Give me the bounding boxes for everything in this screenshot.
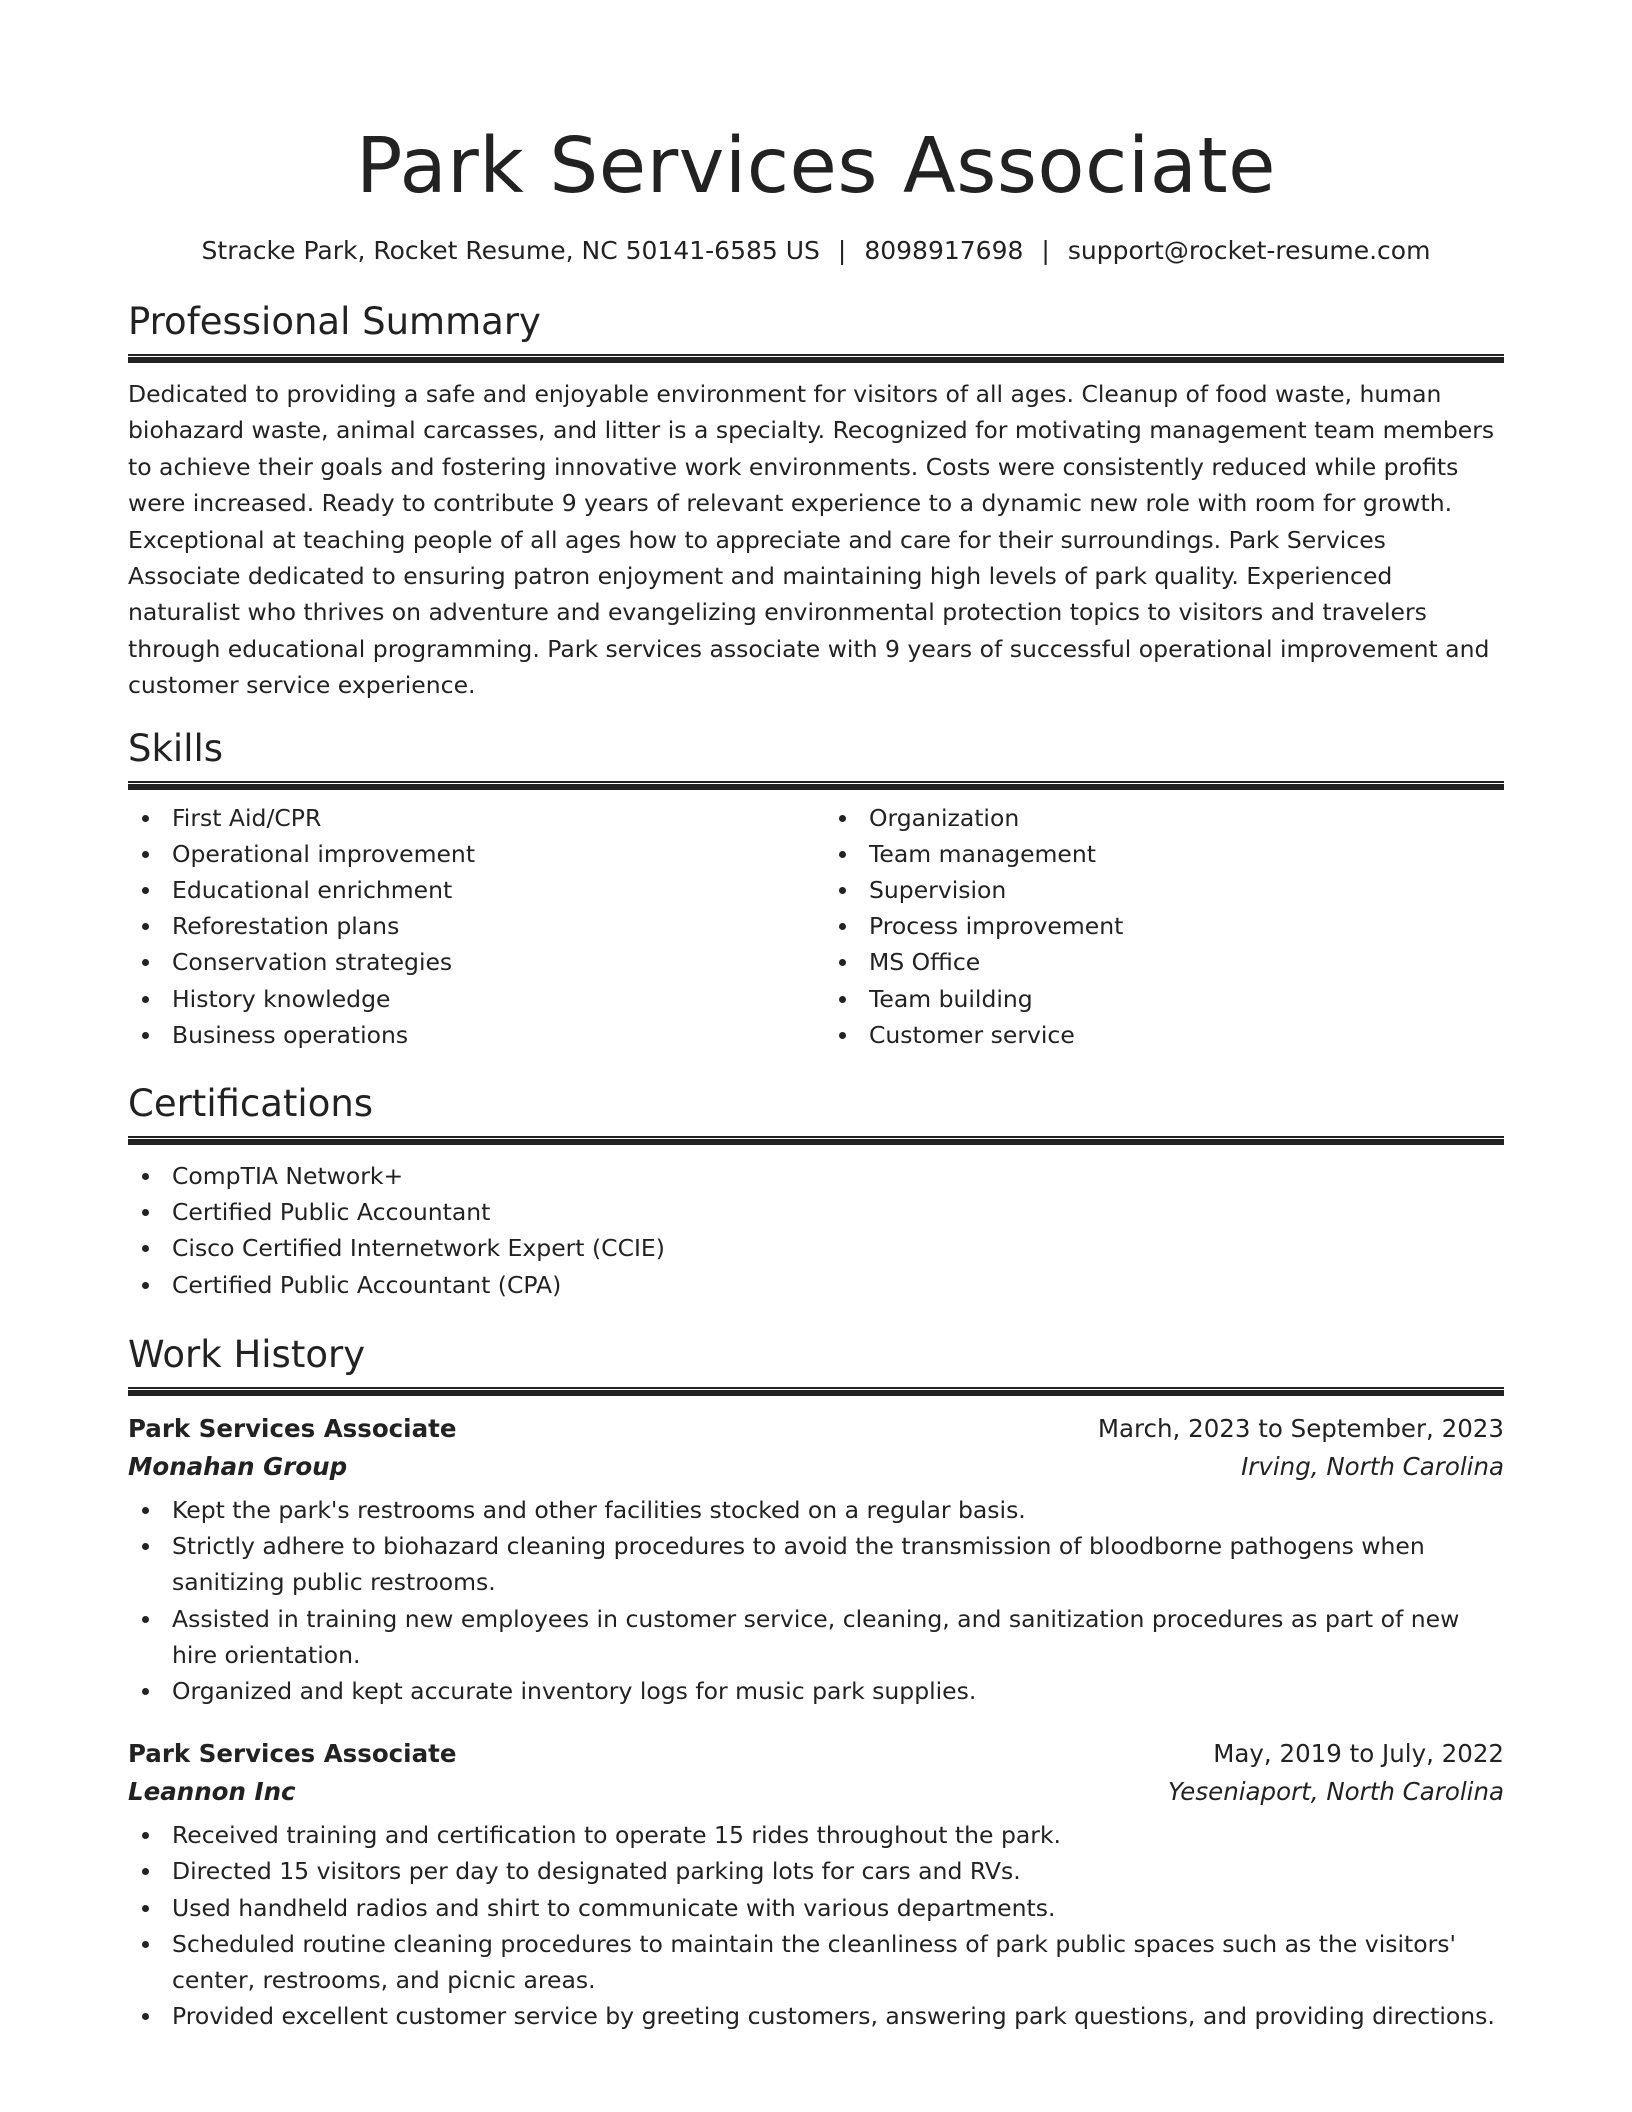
summary-title: Professional Summary — [128, 300, 541, 343]
job-dates: May, 2019 to July, 2022 — [1213, 1739, 1504, 1769]
skill-item: Team building — [825, 981, 1504, 1017]
job-bullet: Provided excellent customer service by greeting customers, answering park questions, and providing directions. — [128, 1998, 1504, 2034]
skill-item: Organization — [825, 800, 1504, 836]
job-bullet-list — [128, 1492, 1504, 1709]
contact-email[interactable]: support@rocket-resume.com — [1067, 236, 1431, 265]
job-bullet: Strictly adhere to biohazard cleaning procedures to avoid the transmission of bloodborne pathogens when sanitizing public restrooms. — [128, 1528, 1504, 1600]
skill-item: History knowledge — [128, 981, 816, 1017]
skill-item: Business operations — [128, 1017, 816, 1053]
work-history-section — [128, 1332, 1504, 2034]
certifications-list — [128, 1158, 1504, 1303]
skill-item: Team management — [825, 836, 1504, 872]
skill-item: Conservation strategies — [128, 944, 816, 980]
skill-item: Process improvement — [825, 908, 1504, 944]
certification-item: Certified Public Accountant (CPA) — [128, 1267, 1504, 1303]
contact-line — [128, 236, 1504, 265]
job-entry — [128, 1739, 1504, 2034]
job-bullet: Used handheld radios and shirt to communicate with various departments. — [128, 1890, 1504, 1926]
job-bullet: Organized and kept accurate inventory logs for music park supplies. — [128, 1673, 1504, 1709]
skills-left-list — [128, 800, 816, 1053]
job-dates: March, 2023 to September, 2023 — [1097, 1413, 1504, 1443]
skill-item: Operational improvement — [128, 836, 816, 872]
job-company: Monahan Group — [128, 1451, 348, 1481]
skills-grid — [128, 800, 1504, 1053]
job-bullet: Assisted in training new employees in customer service, cleaning, and sanitization procedures as part of new hire orientation. — [128, 1601, 1504, 1673]
section-divider — [128, 354, 1504, 363]
job-title: Park Services Associate — [128, 1739, 457, 1769]
job-subheader — [128, 1452, 1504, 1481]
certification-item: Cisco Certified Internetwork Expert (CCIE) — [128, 1230, 1504, 1266]
job-bullet: Directed 15 visitors per day to designated parking lots for cars and RVs. — [128, 1853, 1504, 1889]
contact-separator: | — [837, 236, 847, 265]
contact-address: Stracke Park, Rocket Resume, NC 50141-6585 US — [201, 236, 820, 265]
certification-item: Certified Public Accountant — [128, 1194, 1504, 1230]
certifications-section — [128, 1082, 1504, 1303]
section-divider — [128, 1136, 1504, 1145]
resume-name: Park Services Associate — [355, 122, 1277, 211]
section-divider — [128, 781, 1504, 790]
job-entry — [128, 1414, 1504, 1709]
job-header — [128, 1414, 1504, 1443]
summary-section — [128, 300, 1504, 704]
skill-item: MS Office — [825, 944, 1504, 980]
certifications-title: Certifications — [128, 1082, 374, 1126]
job-title: Park Services Associate — [128, 1413, 457, 1443]
skill-item: Reforestation plans — [128, 908, 816, 944]
skill-item: Customer service — [825, 1017, 1504, 1053]
skill-item: Supervision — [825, 872, 1504, 908]
skills-right-list — [816, 800, 1504, 1053]
job-bullet-list — [128, 1817, 1504, 2034]
skill-item: Educational enrichment — [128, 872, 816, 908]
job-bullet: Kept the park's restrooms and other facilities stocked on a regular basis. — [128, 1492, 1504, 1528]
job-bullet: Received training and certification to operate 15 rides throughout the park. — [128, 1817, 1504, 1853]
skill-item: First Aid/CPR — [128, 800, 816, 836]
skills-section — [128, 726, 1504, 1053]
skills-title: Skills — [128, 726, 224, 770]
section-divider — [128, 1387, 1504, 1396]
work-history-title: Work History — [128, 1332, 366, 1376]
contact-phone: 8098917698 — [864, 236, 1024, 265]
job-location: Irving, North Carolina — [1241, 1451, 1504, 1481]
contact-separator: | — [1041, 236, 1050, 265]
job-bullet: Scheduled routine cleaning procedures to maintain the cleanliness of park public spaces such as the visitors' center, restrooms, and picnic areas. — [128, 1926, 1504, 1998]
job-header — [128, 1739, 1504, 1768]
summary-text: Dedicated to providing a safe and enjoyable environment for visitors of all ages. Cleanup of food waste, human biohazard waste, animal carcasses, and litter is a specialty. Recognized for motivating management team members to achieve their goals and fostering innovative work environments. Costs were consistently reduced while profits were increased. Ready to contribute 9 years of relevant experience to a dynamic new role with room for growth. Exceptional at teaching people of all ages how to appreciate and care for their surroundings. Park Services Associate dedicated to ensuring patron enjoyment and maintaining high levels of park quality. Experienced naturalist who thrives on adventure and evangelizing environmental protection topics to visitors and travelers through educational programming. Park services associate with 9 years of successful operational improvement and customer service experience. — [128, 380, 1495, 700]
job-location: Yeseniaport, North Carolina — [1168, 1777, 1504, 1807]
job-subheader — [128, 1777, 1504, 1806]
certification-item: CompTIA Network+ — [128, 1158, 1504, 1194]
job-company: Leannon Inc — [128, 1777, 296, 1807]
